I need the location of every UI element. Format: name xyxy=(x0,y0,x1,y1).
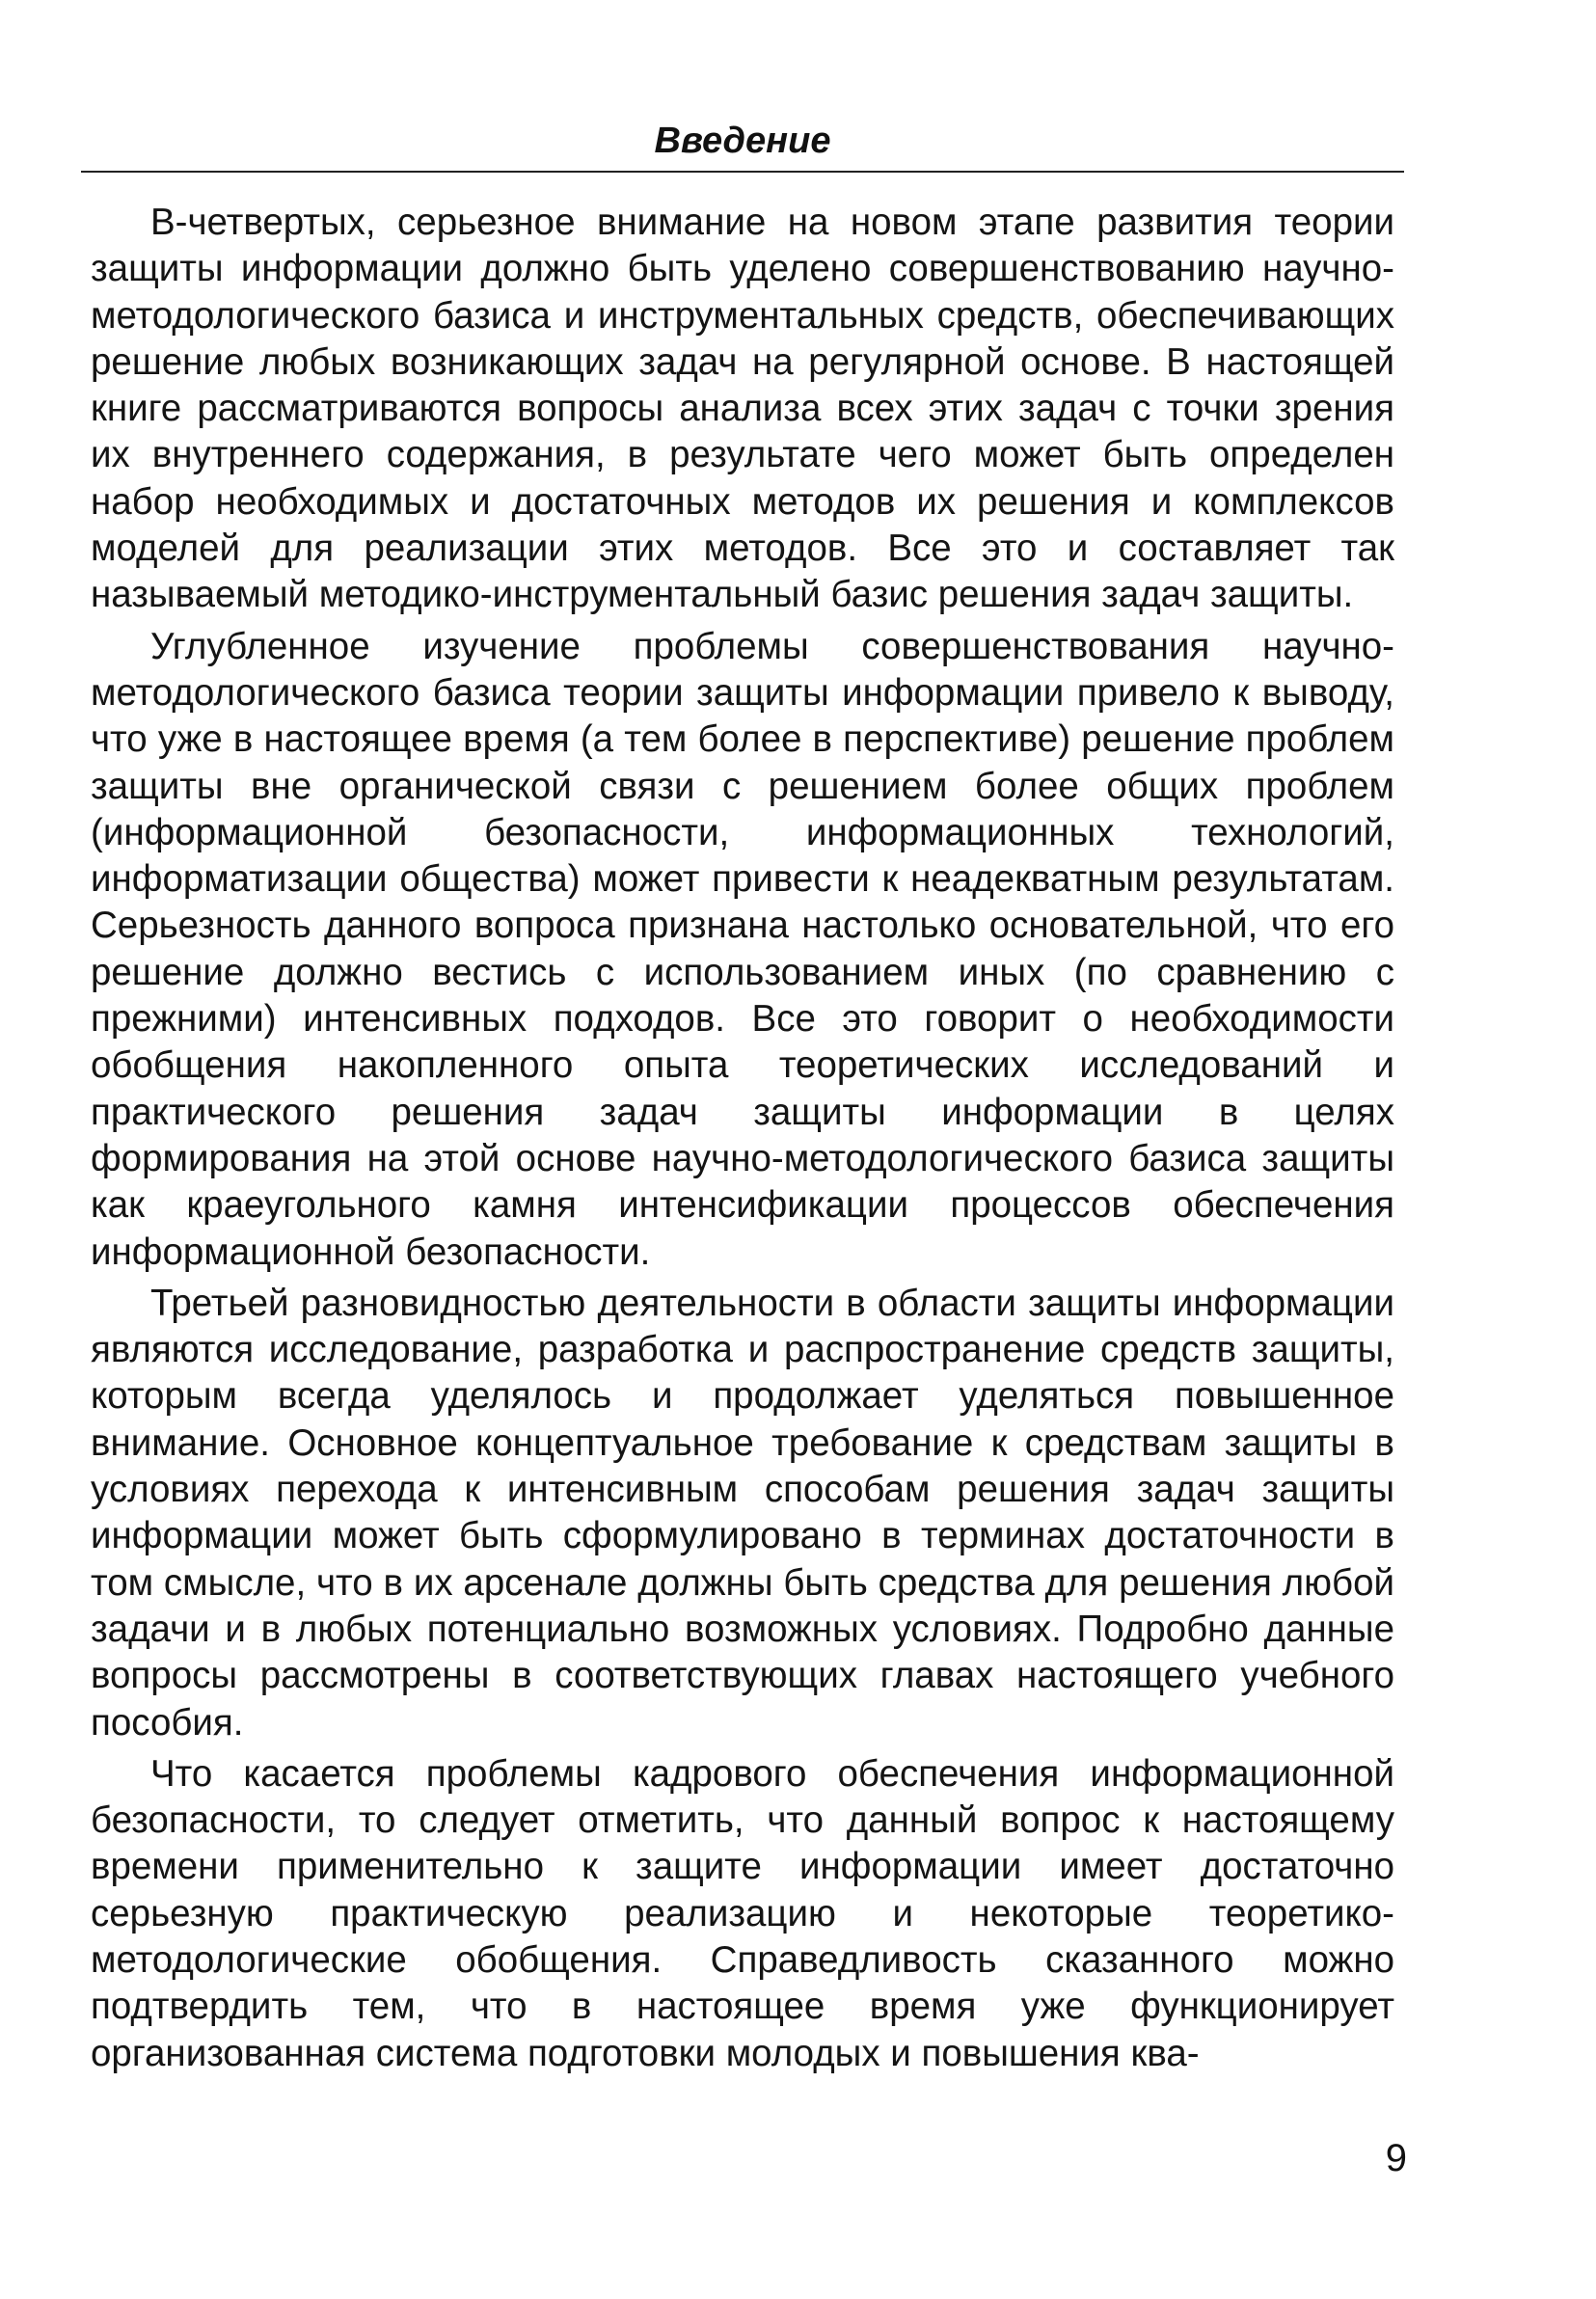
page-number: 9 xyxy=(1385,2137,1407,2179)
paragraph: Что касается проблемы кадрового обеспечения информационной безопасности, то следует отметить, что данный вопрос к настоящему времени применительно к защите информации имеет достаточно серьезную практическую реализацию и некоторые теоретико-методологические обобщения. Справедливость сказанного можно подтвердить тем, что в настоящее время уже функционирует организованная система подготовки молодых и повышения ква- xyxy=(91,1752,1394,2074)
paragraph: Третьей разновидностью деятельности в области защиты информации являются исследование, разработка и распространение средств защиты, которым всегда уделялось и продолжает уделяться повышенное внимание. Основное концептуальное требование к средствам защиты в условиях перехода к интенсивным способам решения задач защиты информации может быть сформулировано в терминах достаточности в том смысле, что в их арсенале должны быть средства для решения любой задачи и в любых потенциально возможных условиях. Подробно данные вопросы рассмотрены в соответствующих главах настоящего учебного пособия. xyxy=(91,1282,1394,1744)
running-head: Введение xyxy=(654,121,831,161)
paragraph: Углубленное изучение проблемы совершенствования научно-методологического базиса теории защиты информации привело к выводу, что уже в настоящее время (а тем более в перспективе) решение проблем защиты вне органической связи с решением более общих проблем (информационной безопасности, информационных технологий, информатизации общества) может привести к неадекватным результатам. Серьезность данного вопроса признана настолько основательной, что его решение должно вестись с использованием иных (по сравнению с прежними) интенсивных подходов. Все это говорит о необходимости обобщения накопленного опыта теоретических исследований и практического решения задач защиты информации в целях формирования на этой основе научно-методологического базиса защиты как краеугольного камня интенсификации процессов обеспечения информационной безопасности. xyxy=(91,625,1394,1273)
header-rule xyxy=(81,171,1404,173)
body-text xyxy=(91,200,1394,2082)
paragraph: В-четвертых, серьезное внимание на новом этапе развития теории защиты информации должно быть уделено совершенствованию научно-методологического базиса и инструментальных средств, обеспечивающих решение любых возникающих задач на регулярной основе. В настоящей книге рассматриваются вопросы анализа всех этих задач с точки зрения их внутреннего содержания, в результате чего может быть определен набор необходимых и достаточных методов их решения и комплексов моделей для реализации этих методов. Все это и составляет так называемый методико-инструментальный базис решения задач защиты. xyxy=(91,202,1394,616)
